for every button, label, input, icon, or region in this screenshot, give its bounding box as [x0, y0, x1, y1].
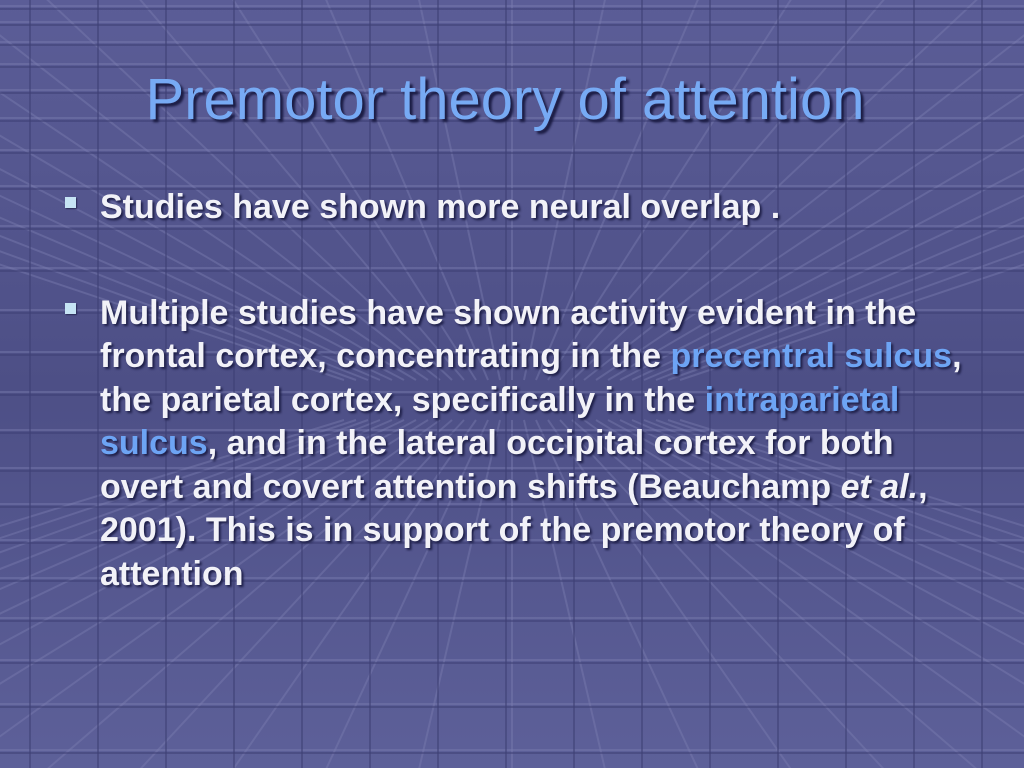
citation-et-al: et al.: [840, 467, 919, 506]
bullet-item: [64, 292, 964, 597]
bullet-text-part: , and in the lateral occipital cortex for both overt and covert attention shifts (Beauchamp: [100, 424, 894, 506]
bullet-text-part: , the parietal cortex, specifically in the: [100, 337, 962, 419]
intraparietal-sulcus-term: intraparietal sulcus: [100, 380, 900, 462]
precentral-sulcus-term: precentral sulcus: [670, 337, 953, 375]
slide-title: Premotor theory of attention: [145, 67, 865, 132]
bullet-text-part: Multiple studies have shown activity evident in the frontal cortex, concentrating in the: [100, 293, 917, 375]
square-bullet-icon: [65, 197, 76, 208]
bullet-list: [64, 186, 964, 596]
bullet-item: [64, 186, 964, 230]
bullet-text-part: , 2001). This is in support of the premotor theory of attention: [100, 467, 928, 593]
bullet-text: Studies have shown more neural overlap .: [100, 188, 781, 226]
square-bullet-icon: [65, 303, 76, 314]
